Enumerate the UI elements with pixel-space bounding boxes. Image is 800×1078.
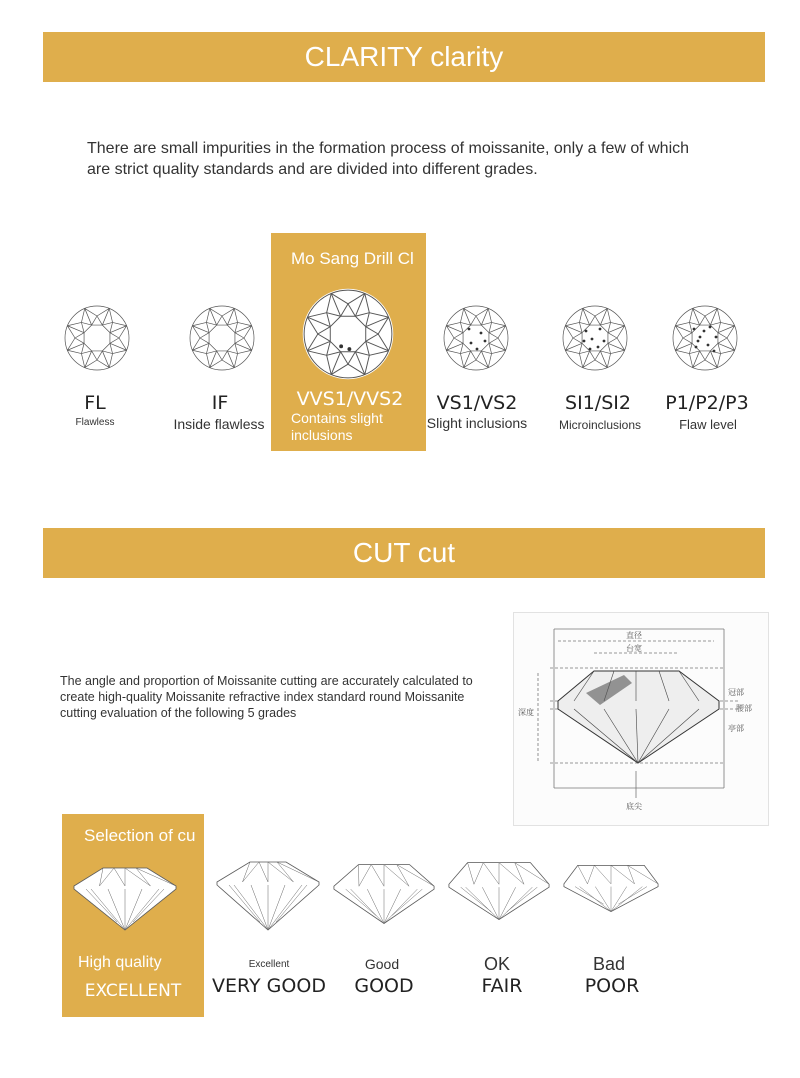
clarity-intro: There are small impurities in the formation process of moissanite, only a few of which are strict quality standards and are divided into different grades. — [87, 140, 690, 178]
diagram-label: 深度 — [518, 708, 534, 717]
clarity-grade-desc: Slight inclusions — [426, 415, 528, 431]
diamond-top-view-icon — [670, 303, 740, 378]
cut-grade-code: POOR — [584, 975, 640, 997]
diamond-top-view-icon — [300, 286, 396, 387]
cut-highlight-label: Selection of cu — [84, 826, 196, 845]
cut-grade-label: OK — [483, 954, 510, 974]
diamond-top-view-icon — [62, 303, 132, 378]
diagram-label: 直径 — [626, 631, 642, 640]
diamond-top-view-icon — [441, 303, 511, 378]
diagram-label: 台宽 — [626, 644, 642, 653]
cut-grade-code: VERY GOOD — [212, 975, 326, 997]
clarity-grade-code: VS1/VS2 — [436, 392, 518, 414]
clarity-banner — [43, 32, 765, 82]
clarity-grade-code: SI1/SI2 — [565, 392, 631, 414]
diagram-label: 亭部 — [728, 724, 744, 733]
clarity-highlight-label: Mo Sang Drill Cl — [291, 249, 414, 268]
diagram-label: 冠部 — [728, 688, 744, 697]
diamond-side-view-icon — [558, 858, 664, 935]
cut-grade-code: EXCELLENT — [84, 981, 182, 1001]
diamond-side-view-icon — [213, 858, 323, 941]
diamond-top-view-icon — [560, 303, 630, 378]
clarity-grade-code: FL — [84, 392, 106, 414]
diamond-side-view-icon — [70, 858, 180, 941]
diamond-side-view-icon — [445, 858, 553, 941]
cut-grade-label: Good — [364, 956, 400, 972]
clarity-grade-desc: Microinclusions — [558, 418, 642, 432]
cut-grade-label: Excellent — [248, 959, 290, 970]
cut-proportion-diagram — [513, 612, 769, 826]
clarity-grade-desc: Contains slight inclusions — [291, 410, 383, 443]
cut-grade-label: High quality — [78, 954, 162, 971]
diamond-side-view-icon — [330, 858, 438, 941]
clarity-grade-code: P1/P2/P3 — [665, 392, 749, 414]
cut-grade-code: GOOD — [354, 975, 414, 997]
cut-intro: The angle and proportion of Moissanite cutting are accurately calculated to create high-quality Moissanite refractive index standard round Moissanite cutting evaluation of the following 5 grades — [60, 674, 473, 720]
clarity-title: CLARITY clarity — [304, 41, 504, 72]
clarity-grade-code: IF — [211, 392, 229, 414]
cut-grade-code: FAIR — [481, 975, 523, 997]
diagram-label: 底尖 — [626, 802, 642, 811]
clarity-grade-desc: Flawless — [75, 417, 115, 428]
diamond-top-view-icon — [187, 303, 257, 378]
diagram-label: 腰部 — [736, 704, 752, 713]
cut-banner — [43, 528, 765, 578]
clarity-grade-desc: Inside flawless — [173, 416, 265, 432]
cut-title: CUT cut — [352, 537, 456, 568]
clarity-grade-desc: Flaw level — [679, 417, 737, 432]
clarity-grade-code: VVS1/VVS2 — [296, 388, 404, 410]
cut-grade-label: Bad — [592, 954, 626, 974]
